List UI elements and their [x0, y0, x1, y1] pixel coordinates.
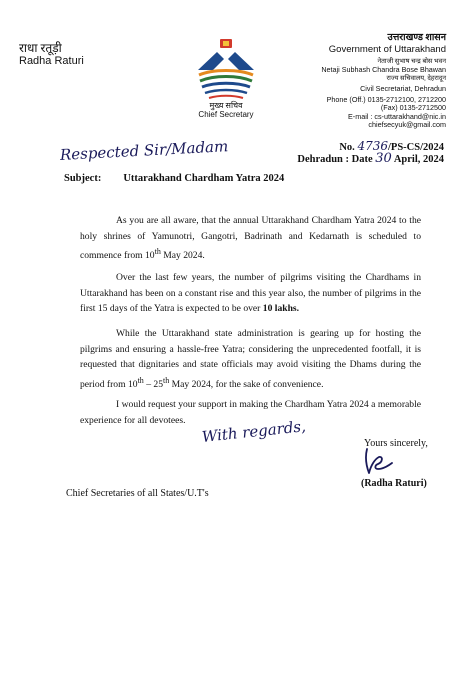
- government-name-hindi: उत्तराखण्ड शासन: [387, 33, 446, 43]
- date-city-label: Dehradun : Date: [297, 154, 373, 165]
- email-secondary: chiefsecyuk@gmail.com: [368, 120, 446, 129]
- phone-number: Phone (Off.) 0135-2712100, 2712200: [326, 95, 446, 104]
- secretariat-hindi: राज्य सचिवालय, देहरादून: [386, 75, 446, 82]
- date-month-year: April, 2024: [393, 154, 444, 165]
- bhawan-name-hindi: नेताजी सुभाष चन्द्र बोस भवन: [377, 58, 446, 65]
- fax-number: (Fax) 0135-2712500: [380, 103, 446, 112]
- subject-line: [64, 173, 284, 184]
- body-paragraph-3: While the Uttarakhand state administration is gearing up for hosting the pilgrims and ensuring a hassle-free Yatra; considering the unprecedented footfall, it is requested that dignitaries and state officials may avoid visiting the Dhams during the period from 10th – 25th May 2024, for the sake of convenience.: [80, 328, 421, 390]
- signatory-name: (Radha Raturi): [361, 478, 427, 489]
- sender-name-hindi: राधा रतूड़ी: [19, 41, 62, 55]
- handwritten-closing: With regards,: [201, 417, 307, 446]
- office-title-hindi: मुख्य सचिव: [209, 101, 243, 110]
- subject-label: Subject:: [64, 173, 102, 184]
- bhawan-name: Netaji Subhash Chandra Bose Bhawan: [321, 65, 446, 74]
- body-paragraph-4: I would request your support in making the Chardham Yatra 2024 a memorable experience for all devotees.: [80, 399, 421, 426]
- uttarakhand-emblem-logo: [189, 38, 263, 102]
- secretariat-address: Civil Secretariat, Dehradun: [360, 84, 446, 93]
- yours-sincerely: Yours sincerely,: [364, 438, 428, 449]
- subject-text: Uttarakhand Chardham Yatra 2024: [123, 173, 285, 184]
- letter-date: [297, 151, 444, 166]
- handwritten-salutation: Respected Sir/Madam: [59, 137, 229, 164]
- reference-suffix: /PS-CS/2024: [387, 142, 444, 153]
- body-paragraph-1: As you are all aware, that the annual Uttarakhand Chardham Yatra 2024 to the holy shrines of Yamunotri, Gangotri, Badrinath and Kedarnath is scheduled to commence from 10th May 2024.: [80, 215, 421, 262]
- sender-name: Radha Raturi: [19, 55, 84, 67]
- office-title: Chief Secretary: [198, 110, 254, 119]
- email-primary: E-mail : cs-uttarakhand@nic.in: [348, 112, 446, 121]
- pilgrim-count: 10 lakhs.: [262, 303, 300, 315]
- recipient-line: Chief Secretaries of all States/U.T's: [66, 488, 209, 499]
- body-paragraph-2: Over the last few years, the number of pilgrims visiting the Chardhams in Uttarakhand has been on a constant rise and this year also, the number of pilgrims in the first 15 days of the Yatra is expected to be over 10 lakhs.: [80, 272, 421, 315]
- reference-handwritten-number: 4736: [357, 139, 388, 153]
- date-handwritten-day: 30: [375, 151, 392, 166]
- reference-label: No.: [339, 142, 355, 153]
- signature-image: [361, 447, 421, 475]
- government-name: Government of Uttarakhand: [328, 44, 446, 55]
